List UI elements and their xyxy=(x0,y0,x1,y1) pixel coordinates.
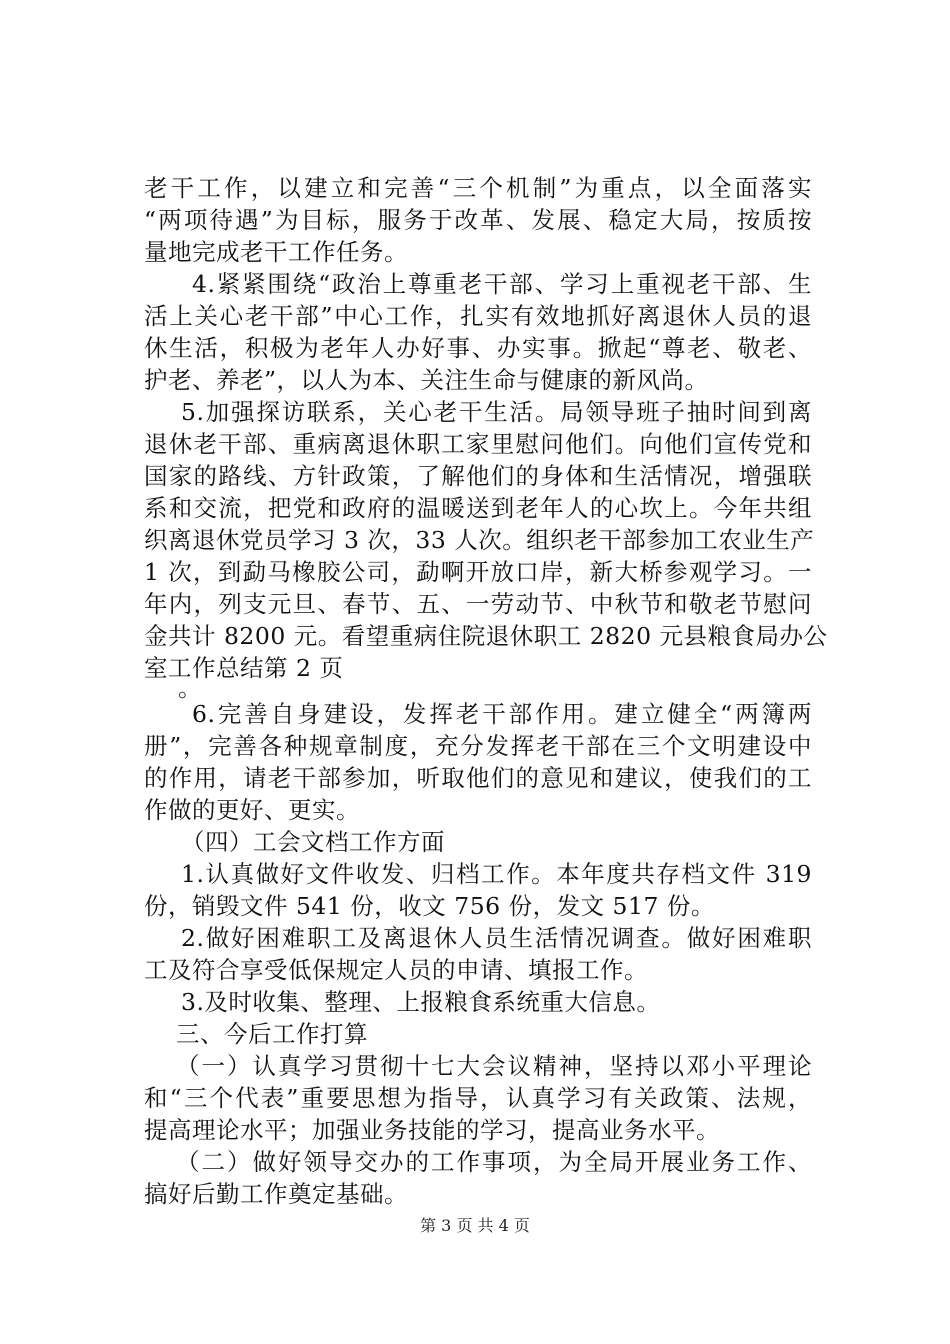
body-line: 活上关心老干部”中心工作，扎实有效地抓好离退休人员的退 xyxy=(144,302,812,330)
section-heading: 三、今后工作打算 xyxy=(176,1020,368,1048)
item-2-line: 2.做好困难职工及离退休人员生活情况调查。做好困难职 xyxy=(181,924,812,952)
section-heading: （四）工会文档工作方面 xyxy=(181,828,445,856)
body-line: 工及符合享受低保规定人员的申请、填报工作。 xyxy=(144,956,648,984)
body-line: 老干工作，以建立和完善“三个机制”为重点，以全面落实 xyxy=(144,174,812,202)
body-line: 份，销毁文件 541 份，收文 756 份，发文 517 份。 xyxy=(144,892,715,920)
body-line: “两项待遇”为目标，服务于改革、发展、稳定大局，按质按 xyxy=(144,206,812,234)
body-line: 护老、养老”，以人为本、关注生命与健康的新风尚。 xyxy=(144,366,709,394)
body-line: 册”，完善各种规章制度，充分发挥老干部在三个文明建设中 xyxy=(144,732,812,760)
item-3-line: 3.及时收集、整理、上报粮食系统重大信息。 xyxy=(181,988,661,1016)
body-line: 金共计 8200 元。看望重病住院退休职工 2820 元县粮食局办公 xyxy=(144,622,828,650)
body-line: 作做的更好、更实。 xyxy=(144,796,360,824)
body-line: 系和交流，把党和政府的温暖送到老年人的心坎上。今年共组 xyxy=(144,494,812,522)
body-line: 和“三个代表”重要思想为指导，认真学习有关政策、法规， xyxy=(144,1084,812,1112)
plan-1-line: （一）认真学习贯彻十七大会议精神，坚持以邓小平理论 xyxy=(176,1052,812,1080)
body-line: 休生活，积极为老年人办好事、办实事。掀起“尊老、敬老、 xyxy=(144,334,812,362)
body-line: 1 次，到勐马橡胶公司，勐啊开放口岸，新大桥参观学习。一 xyxy=(144,558,812,586)
body-line: 室工作总结第 2 页 xyxy=(144,654,344,682)
plan-2-line: （二）做好领导交办的工作事项，为全局开展业务工作、 xyxy=(176,1148,812,1176)
paragraph-4-line: 4.紧紧围绕“政治上尊重老干部、学习上重视老干部、生 xyxy=(192,270,812,298)
page-number-footer: 第 3 页 共 4 页 xyxy=(420,1216,530,1235)
body-line: 的作用，请老干部参加，听取他们的意见和建议，使我们的工 xyxy=(144,764,812,792)
stray-period: 。 xyxy=(178,674,202,702)
body-line: 搞好后勤工作奠定基础。 xyxy=(144,1180,408,1208)
paragraph-5-line: 5.加强探访联系，关心老干生活。局领导班子抽时间到离 xyxy=(181,398,812,426)
body-line: 年内，列支元旦、春节、五、一劳动节、中秋节和敬老节慰问 xyxy=(144,590,812,618)
paragraph-6-line: 6.完善自身建设，发挥老干部作用。建立健全“两簿两 xyxy=(192,700,812,728)
body-line: 退休老干部、重病离退休职工家里慰问他们。向他们宣传党和 xyxy=(144,430,812,458)
body-line: 织离退休党员学习 3 次，33 人次。组织老干部参加工农业生产 xyxy=(144,526,815,554)
body-line: 量地完成老干工作任务。 xyxy=(144,238,408,266)
item-1-line: 1.认真做好文件收发、归档工作。本年度共存档文件 319 xyxy=(181,860,812,888)
body-line: 提高理论水平；加强业务技能的学习，提高业务水平。 xyxy=(144,1116,720,1144)
body-line: 国家的路线、方针政策，了解他们的身体和生活情况，增强联 xyxy=(144,462,812,490)
